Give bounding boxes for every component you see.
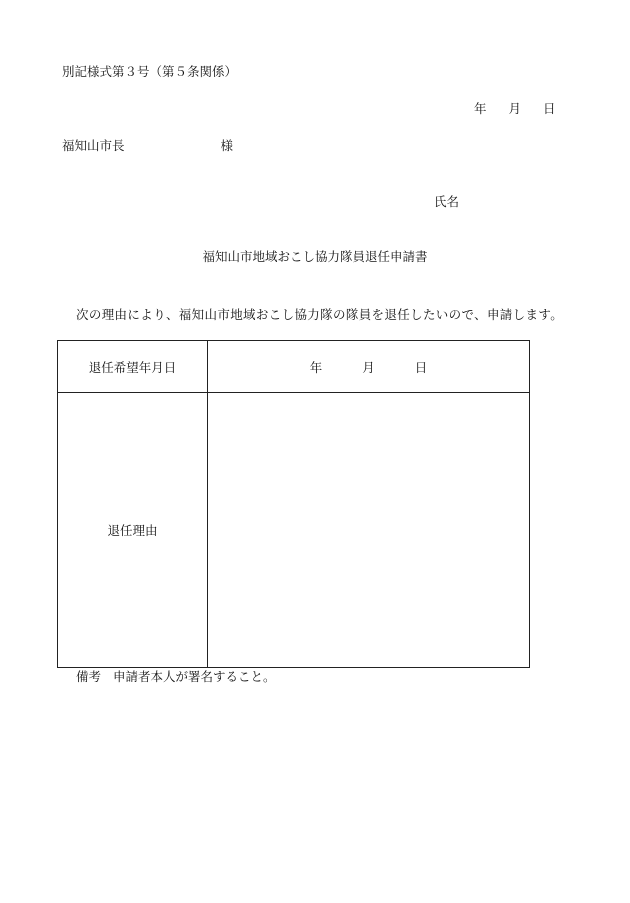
retirement-year-label: 年	[309, 359, 323, 375]
retirement-date-label: 退任希望年月日	[58, 341, 208, 393]
addressee-honorific: 様	[220, 138, 234, 153]
remarks	[76, 671, 276, 684]
retirement-day-label: 日	[414, 359, 428, 375]
table-row-reason	[58, 393, 530, 668]
retirement-reason-field[interactable]	[208, 393, 530, 668]
applicant-name-label: 氏名	[434, 194, 460, 209]
application-table	[57, 340, 530, 668]
date-month-label: 月	[508, 101, 522, 116]
date-day-label: 日	[543, 101, 556, 116]
table-row-date	[58, 341, 530, 393]
addressee	[62, 140, 233, 153]
form-number: 別記様式第３号（第５条関係）	[62, 64, 238, 79]
submission-date	[474, 103, 556, 116]
remarks-label: 備考	[76, 669, 102, 684]
retirement-reason-label: 退任理由	[58, 393, 208, 668]
retirement-date-field[interactable]	[208, 341, 530, 393]
body-text: 次の理由により、福知山市地域おこし協力隊の隊員を退任したいので、申請します。	[76, 307, 564, 322]
document-title: 福知山市地域おこし協力隊員退任申請書	[202, 249, 428, 264]
remarks-text: 申請者本人が署名すること。	[113, 669, 276, 684]
date-year-label: 年	[474, 101, 487, 116]
retirement-month-label: 月	[362, 359, 375, 375]
addressee-name: 福知山市長	[62, 138, 125, 153]
